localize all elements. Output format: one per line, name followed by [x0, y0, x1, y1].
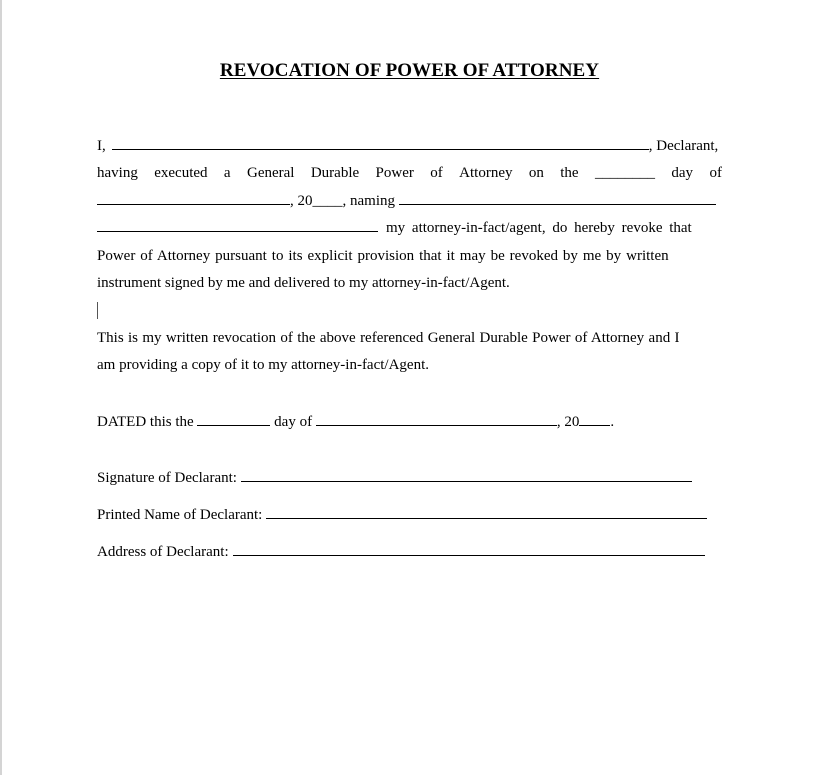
printed-name-blank[interactable]: [266, 504, 707, 519]
dated-line: [97, 411, 614, 431]
dated-year-text: , 20: [556, 414, 580, 430]
executed-word: of: [430, 165, 443, 182]
dated-label: DATED this the: [97, 414, 198, 430]
executed-word: Durable: [310, 165, 360, 182]
address-label: Address of Declarant:: [97, 544, 229, 560]
printed-name-label: Printed Name of Declarant:: [97, 507, 263, 523]
declarant-suffix-text: , Declarant,: [648, 138, 719, 154]
dated-day-blank[interactable]: [197, 411, 270, 426]
address-blank[interactable]: [233, 541, 705, 556]
page-edge: [0, 0, 2, 775]
paragraph-revocation: [97, 325, 722, 380]
dated-month-blank[interactable]: [316, 411, 557, 426]
line-instrument: instrument signed by me and delivered to my attorney-in-fact/Agent.: [97, 274, 510, 291]
line-start-text: I,: [97, 138, 106, 154]
executed-word: General: [246, 165, 295, 182]
executed-word: Attorney: [459, 165, 513, 182]
dated-dayof-text: day of: [270, 414, 316, 430]
line-executed: [97, 160, 722, 187]
signature-blank[interactable]: [241, 467, 692, 482]
naming-text: , 20____, naming: [290, 192, 395, 209]
executed-word: ________: [594, 165, 655, 182]
declarant-name-blank[interactable]: [112, 135, 649, 150]
document-title: REVOCATION OF POWER OF ATTORNEY: [219, 60, 600, 81]
revocation-line-2: am providing a copy of it to my attorney-in-fact/Agent.: [97, 357, 429, 374]
executed-word: of: [709, 165, 722, 182]
agent-name-blank-cont[interactable]: [97, 217, 378, 232]
executed-word: executed: [154, 165, 208, 182]
executed-word: on: [528, 165, 544, 182]
date-blank[interactable]: [97, 190, 290, 205]
dated-period: .: [610, 414, 615, 430]
address-row: [97, 541, 705, 561]
line-revoke: [97, 215, 722, 242]
signature-label: Signature of Declarant:: [97, 470, 237, 486]
signature-row: [97, 467, 692, 487]
executed-word: a: [223, 165, 231, 182]
revoke-text: my attorney-in-fact/agent, do hereby revoke that: [386, 220, 692, 237]
executed-word: the: [560, 165, 579, 182]
line-naming: [97, 188, 722, 215]
executed-word: having: [97, 165, 138, 182]
executed-word: Power: [375, 165, 414, 182]
text-cursor: [97, 302, 98, 319]
dated-year-blank[interactable]: [579, 411, 610, 426]
line-declarant: [97, 133, 722, 160]
agent-name-blank[interactable]: [399, 190, 716, 205]
executed-word: day: [671, 165, 694, 182]
line-provision: Power of Attorney pursuant to its explicit provision that it may be revoked by me by written: [97, 247, 669, 264]
printed-name-row: [97, 504, 707, 524]
paragraph-declaration: [97, 133, 722, 297]
revocation-line-1: This is my written revocation of the above referenced General Durable Power of Attorney and I: [97, 330, 680, 346]
